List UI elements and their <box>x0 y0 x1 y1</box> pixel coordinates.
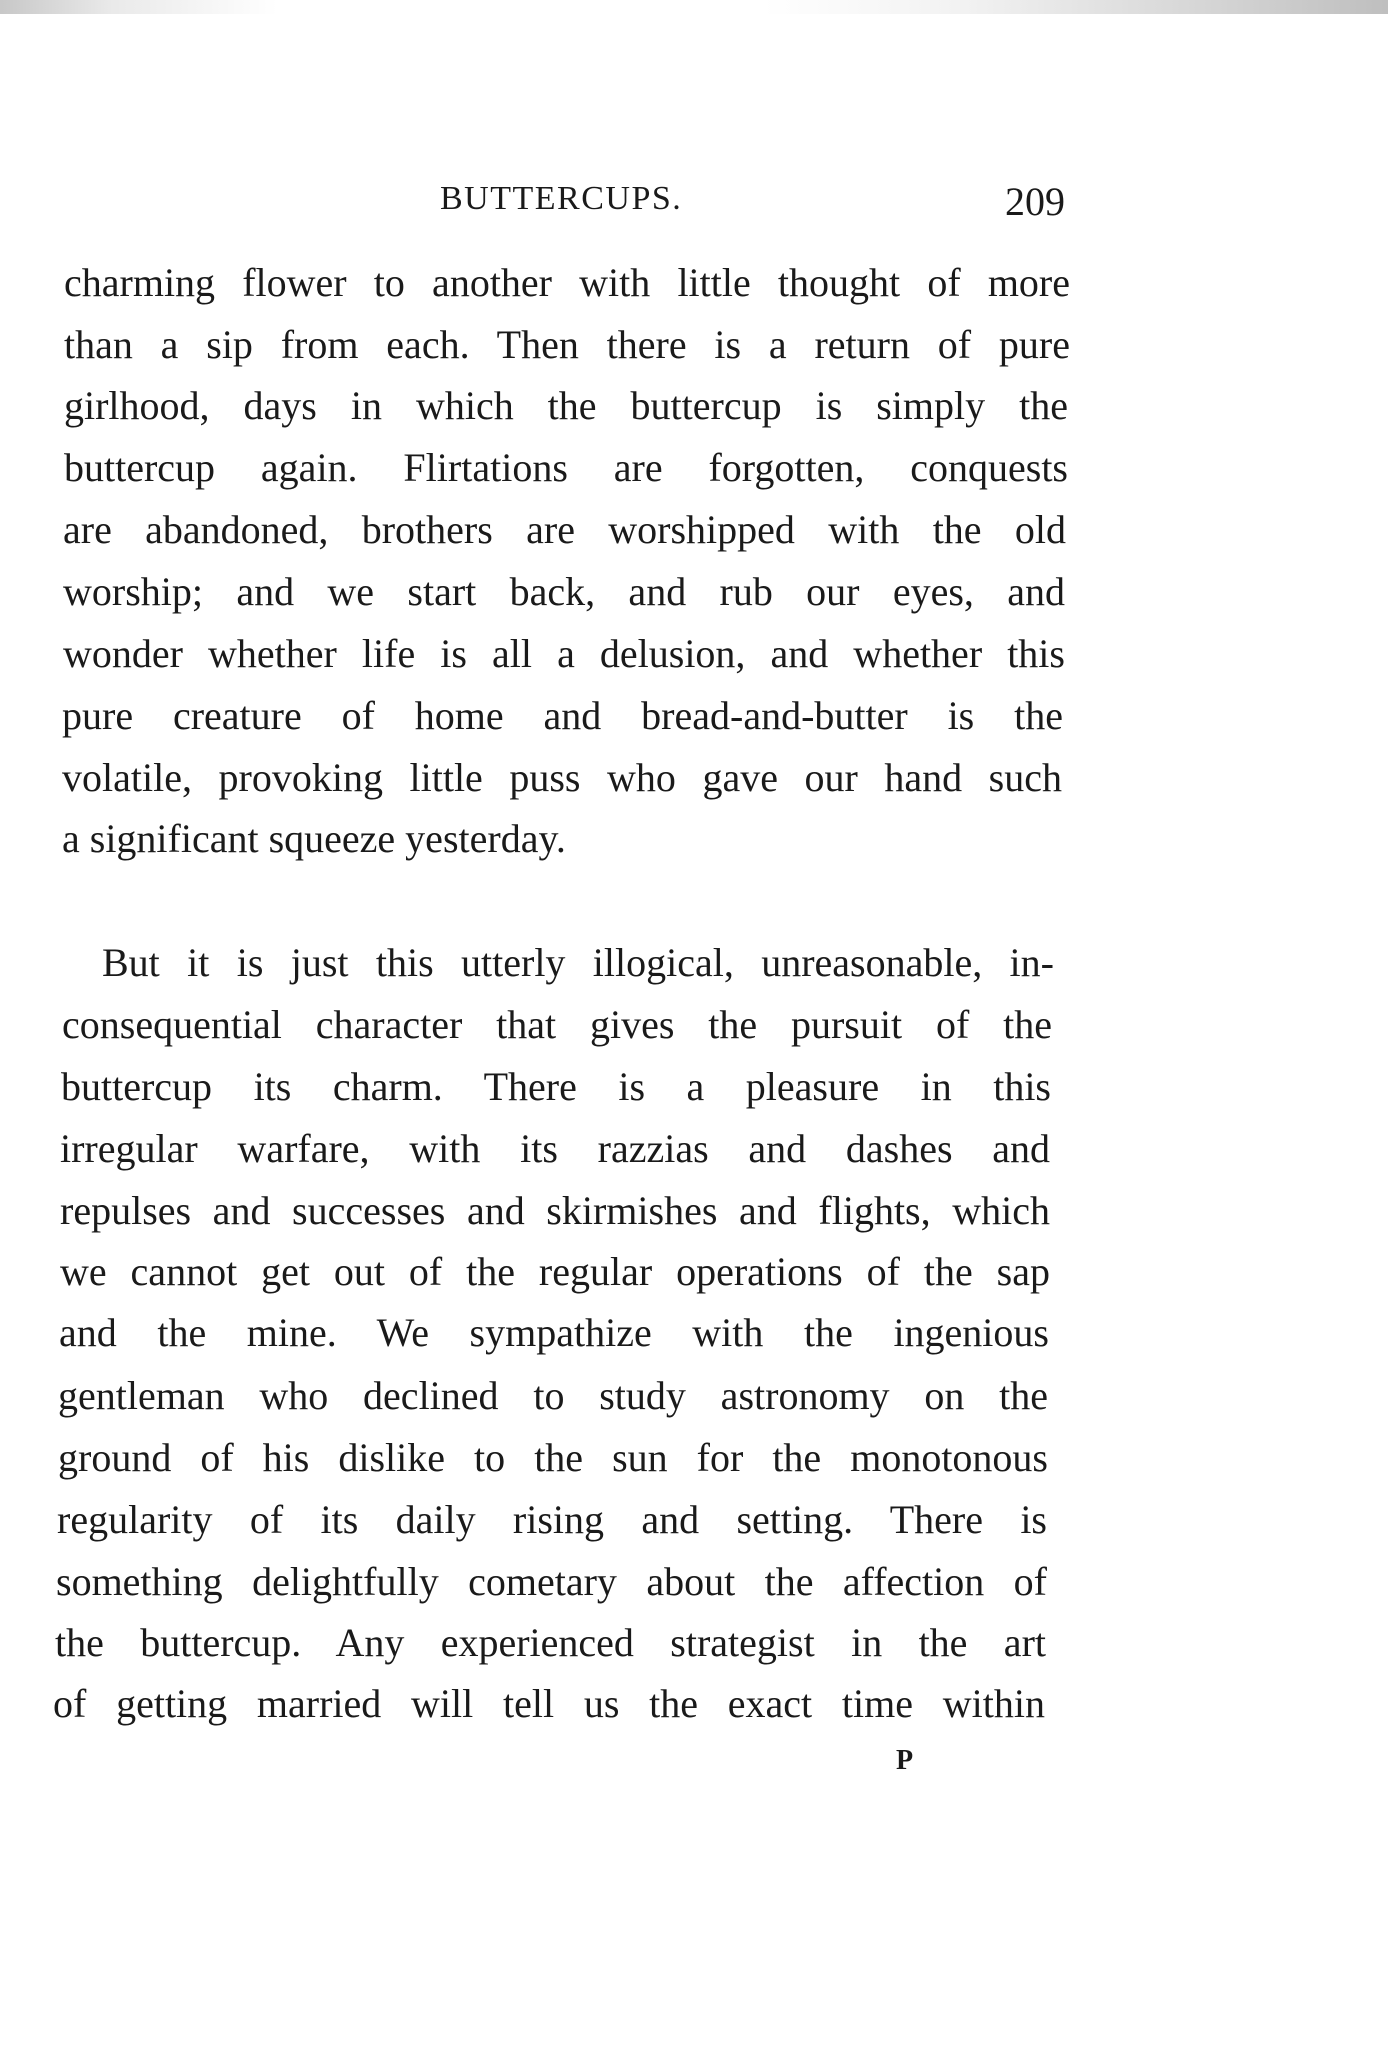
text-line: irregular warfare, with its razzias and dashes and <box>60 1126 1050 1171</box>
text-line: something delightfully cometary about the affection of <box>56 1559 1047 1604</box>
text-line: regularity of its daily rising and setting. There is <box>57 1497 1047 1542</box>
text-line: than a sip from each. Then there is a return of pure <box>64 322 1070 367</box>
text-line: pure creature of home and bread-and-butter is the <box>62 693 1063 738</box>
text-line: ground of his dislike to the sun for the monotonous <box>58 1435 1048 1480</box>
text-line: buttercup its charm. There is a pleasure in this <box>61 1064 1051 1109</box>
page-number: 209 <box>1005 179 1065 224</box>
text-line: girlhood, days in which the buttercup is simply the <box>64 383 1068 428</box>
text-line: we cannot get out of the regular operations of the sap <box>60 1249 1050 1294</box>
text-line: consequential character that gives the pursuit of the <box>62 1002 1052 1047</box>
running-title: BUTTERCUPS. <box>440 180 683 217</box>
text-line: the buttercup. Any experienced strategist in the art <box>55 1620 1046 1665</box>
page-edge-shading <box>0 0 1388 14</box>
text-line: volatile, provoking little puss who gave our hand such <box>62 755 1062 800</box>
text-line: But it is just this utterly illogical, unreasonable, in- <box>102 940 1054 985</box>
text-line: worship; and we start back, and rub our eyes, and <box>63 569 1065 614</box>
text-line: charming flower to another with little thought of more <box>64 260 1070 305</box>
text-line: repulses and successes and skirmishes and flights, which <box>60 1188 1050 1233</box>
signature-mark: P <box>896 1745 914 1776</box>
text-line: and the mine. We sympathize with the ingenious <box>59 1310 1049 1355</box>
text-line: are abandoned, brothers are worshipped with the old <box>63 507 1066 552</box>
text-line: a significant squeeze yesterday. <box>62 816 566 861</box>
text-line: gentleman who declined to study astronomy on the <box>58 1373 1048 1418</box>
text-line: buttercup again. Flirtations are forgotten, conquests <box>64 445 1068 490</box>
text-line: of getting married will tell us the exact time within <box>53 1681 1045 1726</box>
text-line: wonder whether life is all a delusion, and whether this <box>63 631 1065 676</box>
